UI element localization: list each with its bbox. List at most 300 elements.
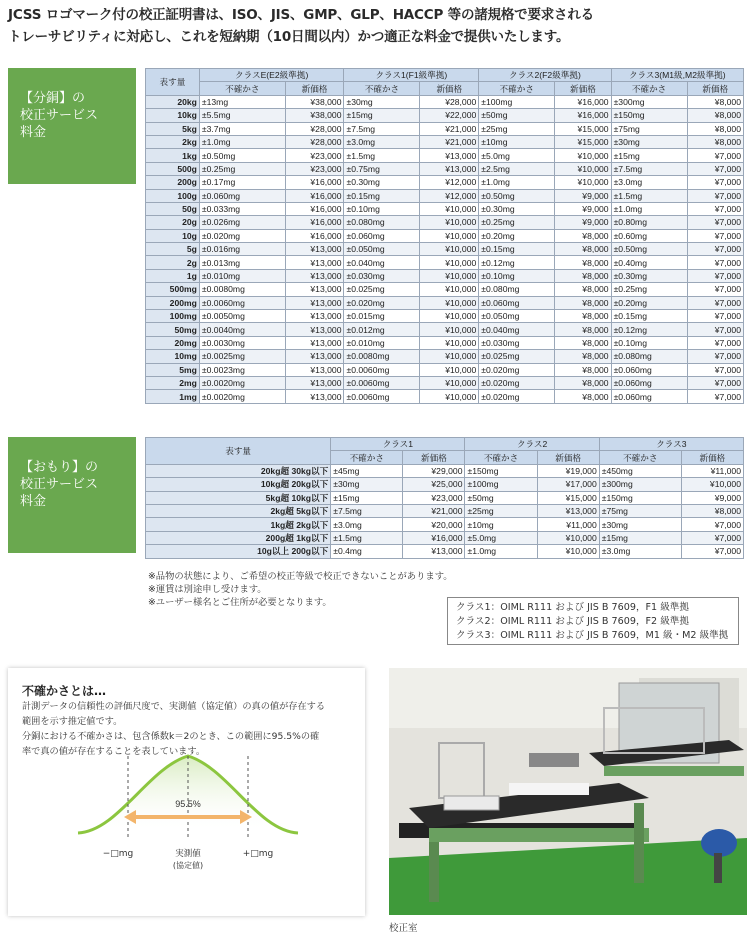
uncertainty-cell: ±25mg <box>465 504 537 517</box>
table-row <box>146 531 744 544</box>
uncertainty-cell: ±0.12mg <box>479 256 555 269</box>
uncertainty-cell: ±1.0mg <box>199 135 285 148</box>
uncertainty-cell: ±0.30mg <box>479 202 555 215</box>
uncertainty-cell: ±450mg <box>599 464 681 477</box>
row-header: 1kg超 2kg以下 <box>146 518 331 531</box>
table-row <box>146 189 744 202</box>
uncertainty-cell: ±1.0mg <box>479 176 555 189</box>
row-header: 2kg <box>146 135 200 148</box>
uncertainty-cell: ±150mg <box>611 109 687 122</box>
class-definition: クラス3：OIML R111 および JIS B 7609，M1 級・M2 級準拠 <box>456 630 729 641</box>
uncertainty-cell: ±75mg <box>599 504 681 517</box>
table-row <box>146 256 744 269</box>
table-row <box>146 135 744 148</box>
price-cell: ¥21,000 <box>420 122 479 135</box>
body-line: 率で真の値が存在することを表しています。 <box>22 746 206 757</box>
price-cell: ¥10,000 <box>420 283 479 296</box>
header-uncertainty: 不確かさ <box>479 82 555 95</box>
price-cell: ¥10,000 <box>420 229 479 242</box>
table-row <box>146 323 744 336</box>
price-cell: ¥8,000 <box>555 296 611 309</box>
row-header: 500mg <box>146 283 200 296</box>
uncertainty-cell: ±0.10mg <box>479 269 555 282</box>
uncertainty-cell: ±0.025mg <box>479 350 555 363</box>
price-cell: ¥7,000 <box>687 189 743 202</box>
price-cell: ¥13,000 <box>285 256 344 269</box>
price-cell: ¥15,000 <box>555 135 611 148</box>
price-cell: ¥13,000 <box>285 350 344 363</box>
header-price: 新価格 <box>555 82 611 95</box>
uncertainty-explanation <box>8 668 365 916</box>
uncertainty-cell: ±150mg <box>465 464 537 477</box>
row-header: 100g <box>146 189 200 202</box>
row-header: 50g <box>146 202 200 215</box>
uncertainty-cell: ±0.20mg <box>479 229 555 242</box>
uncertainty-cell: ±0.0030mg <box>199 336 285 349</box>
price-cell: ¥12,000 <box>420 176 479 189</box>
price-cell: ¥13,000 <box>403 545 465 558</box>
row-header: 5kg超 10kg以下 <box>146 491 331 504</box>
body-line: 範囲を示す推定値です。 <box>22 716 123 727</box>
row-header: 1kg <box>146 149 200 162</box>
uncertainty-cell: ±0.0020mg <box>199 376 285 389</box>
row-header: 10kg超 20kg以下 <box>146 478 331 491</box>
uncertainty-cell: ±0.020mg <box>479 363 555 376</box>
uncertainty-cell: ±0.013mg <box>199 256 285 269</box>
uncertainty-cell: ±0.050mg <box>479 310 555 323</box>
header-uncertainty: 不確かさ <box>599 451 681 464</box>
uncertainty-cell: ±0.50mg <box>611 243 687 256</box>
header-uncertainty: 不確かさ <box>611 82 687 95</box>
price-cell: ¥7,000 <box>687 149 743 162</box>
price-cell: ¥8,000 <box>687 95 743 108</box>
price-cell: ¥10,000 <box>420 390 479 403</box>
price-cell: ¥7,000 <box>687 363 743 376</box>
uncertainty-cell: ±2.5mg <box>479 162 555 175</box>
price-cell: ¥9,000 <box>555 216 611 229</box>
uncertainty-cell: ±0.0020mg <box>199 390 285 403</box>
table-row <box>146 545 744 558</box>
uncertainty-cell: ±3.0mg <box>611 176 687 189</box>
uncertainty-cell: ±15mg <box>331 491 403 504</box>
uncertainty-cell: ±0.0023mg <box>199 363 285 376</box>
table-row <box>146 162 744 175</box>
label-line: 料金 <box>20 125 47 140</box>
right-bench-front <box>604 766 744 776</box>
row-header: 200g超 1kg以下 <box>146 531 331 544</box>
table-row <box>146 310 744 323</box>
price-cell: ¥28,000 <box>285 122 344 135</box>
price-cell: ¥13,000 <box>420 149 479 162</box>
header-price: 新価格 <box>681 451 743 464</box>
header-price: 新価格 <box>420 82 479 95</box>
price-cell: ¥7,000 <box>681 545 743 558</box>
uncertainty-cell: ±15mg <box>344 109 420 122</box>
price-cell: ¥21,000 <box>420 135 479 148</box>
uncertainty-cell: ±0.040mg <box>344 256 420 269</box>
table-row <box>146 243 744 256</box>
uncertainty-cell: ±0.0060mg <box>344 376 420 389</box>
price-cell: ¥10,000 <box>681 478 743 491</box>
uncertainty-cell: ±0.30mg <box>611 269 687 282</box>
uncertainty-cell: ±15mg <box>611 149 687 162</box>
uncertainty-cell: ±75mg <box>611 122 687 135</box>
price-cell: ¥11,000 <box>681 464 743 477</box>
price-cell: ¥8,000 <box>687 122 743 135</box>
note: ※ユーザー様名とご住所が必要となります。 <box>148 597 332 608</box>
intro-text <box>8 4 748 48</box>
uncertainty-cell: ±300mg <box>599 478 681 491</box>
price-cell: ¥17,000 <box>537 478 599 491</box>
uncertainty-cell: ±0.060mg <box>199 189 285 202</box>
price-cell: ¥8,000 <box>555 269 611 282</box>
table-row <box>146 376 744 389</box>
price-cell: ¥16,000 <box>555 109 611 122</box>
price-cell: ¥10,000 <box>420 310 479 323</box>
price-cell: ¥8,000 <box>687 109 743 122</box>
table-row <box>146 216 744 229</box>
price-cell: ¥19,000 <box>537 464 599 477</box>
price-cell: ¥8,000 <box>681 504 743 517</box>
header-corner: 表す量 <box>146 438 331 465</box>
table-row <box>146 478 744 491</box>
normal-distribution-diagram <box>8 668 365 916</box>
price-cell: ¥7,000 <box>687 296 743 309</box>
uncertainty-cell: ±1.5mg <box>611 189 687 202</box>
table-row <box>146 390 744 403</box>
price-cell: ¥13,000 <box>420 162 479 175</box>
uncertainty-cell: ±0.25mg <box>479 216 555 229</box>
price-cell: ¥10,000 <box>420 216 479 229</box>
uncertainty-cell: ±1.5mg <box>344 149 420 162</box>
price-cell: ¥16,000 <box>555 95 611 108</box>
price-cell: ¥10,000 <box>420 323 479 336</box>
header-class: クラス1 <box>331 438 465 451</box>
row-header: 20kg超 30kg以下 <box>146 464 331 477</box>
note: ※運賃は別途申し受けます。 <box>148 584 267 595</box>
uncertainty-cell: ±5.0mg <box>479 149 555 162</box>
uncertainty-cell: ±0.0060mg <box>344 363 420 376</box>
header-price: 新価格 <box>687 82 743 95</box>
price-cell: ¥8,000 <box>555 256 611 269</box>
price-cell: ¥7,000 <box>687 283 743 296</box>
price-cell: ¥38,000 <box>285 109 344 122</box>
price-cell: ¥7,000 <box>687 176 743 189</box>
price-cell: ¥7,000 <box>687 323 743 336</box>
price-cell: ¥8,000 <box>555 283 611 296</box>
header-class: クラス3(M1級,M2級準拠) <box>611 69 743 82</box>
price-cell: ¥7,000 <box>687 202 743 215</box>
table-row <box>146 336 744 349</box>
price-cell: ¥7,000 <box>687 162 743 175</box>
uncertainty-cell: ±0.080mg <box>344 216 420 229</box>
price-cell: ¥7,000 <box>687 390 743 403</box>
uncertainty-cell: ±0.010mg <box>344 336 420 349</box>
class-definition: クラス2：OIML R111 および JIS B 7609，F2 級準拠 <box>456 616 689 627</box>
uncertainty-cell: ±0.10mg <box>344 202 420 215</box>
uncertainty-cell: ±0.025mg <box>344 283 420 296</box>
uncertainty-cell: ±0.30mg <box>344 176 420 189</box>
price-cell: ¥7,000 <box>687 269 743 282</box>
price-cell: ¥8,000 <box>555 336 611 349</box>
uncertainty-cell: ±0.25mg <box>199 162 285 175</box>
weights-section-label <box>8 68 136 184</box>
uncertainty-cell: ±0.016mg <box>199 243 285 256</box>
price-cell: ¥10,000 <box>420 363 479 376</box>
row-header: 5kg <box>146 122 200 135</box>
uncertainty-cell: ±0.012mg <box>344 323 420 336</box>
uncertainty-cell: ±7.5mg <box>344 122 420 135</box>
notes <box>148 570 453 609</box>
calibration-room-photo <box>389 668 747 915</box>
header-price: 新価格 <box>285 82 344 95</box>
price-cell: ¥10,000 <box>420 296 479 309</box>
price-cell: ¥10,000 <box>420 269 479 282</box>
price-cell: ¥13,000 <box>285 243 344 256</box>
price-cell: ¥13,000 <box>537 504 599 517</box>
uncertainty-cell: ±0.080mg <box>479 283 555 296</box>
header-uncertainty: 不確かさ <box>465 451 537 464</box>
uncertainty-cell: ±0.020mg <box>199 229 285 242</box>
price-cell: ¥16,000 <box>285 229 344 242</box>
calibration-room-illustration <box>389 668 747 915</box>
table-row <box>146 109 744 122</box>
price-cell: ¥10,000 <box>420 376 479 389</box>
price-cell: ¥28,000 <box>420 95 479 108</box>
price-cell: ¥8,000 <box>687 135 743 148</box>
price-cell: ¥13,000 <box>285 376 344 389</box>
uncertainty-cell: ±0.12mg <box>611 323 687 336</box>
uncertainty-cell: ±150mg <box>599 491 681 504</box>
row-header: 50mg <box>146 323 200 336</box>
price-cell: ¥10,000 <box>420 256 479 269</box>
price-cell: ¥25,000 <box>403 478 465 491</box>
header-class: クラス2(F2級準拠) <box>479 69 611 82</box>
price-cell: ¥12,000 <box>420 189 479 202</box>
header-corner: 表す量 <box>146 69 200 96</box>
uncertainty-cell: ±7.5mg <box>331 504 403 517</box>
uncertainty-cell: ±1.0mg <box>611 202 687 215</box>
price-cell: ¥10,000 <box>555 162 611 175</box>
price-cell: ¥13,000 <box>285 336 344 349</box>
uncertainty-cell: ±0.060mg <box>344 229 420 242</box>
uncertainty-cell: ±0.020mg <box>479 376 555 389</box>
price-cell: ¥7,000 <box>687 216 743 229</box>
header-class: クラス3 <box>599 438 743 451</box>
uncertainty-cell: ±7.5mg <box>611 162 687 175</box>
table-row <box>146 518 744 531</box>
price-cell: ¥8,000 <box>555 323 611 336</box>
table-row <box>146 283 744 296</box>
uncertainty-cell: ±30mg <box>331 478 403 491</box>
price-cell: ¥15,000 <box>555 122 611 135</box>
uncertainty-cell: ±0.026mg <box>199 216 285 229</box>
header-uncertainty: 不確かさ <box>331 451 403 464</box>
uncertainty-cell: ±100mg <box>465 478 537 491</box>
table-row <box>146 269 744 282</box>
price-cell: ¥20,000 <box>403 518 465 531</box>
price-cell: ¥16,000 <box>403 531 465 544</box>
price-cell: ¥7,000 <box>687 350 743 363</box>
label-line: 校正サービス <box>20 108 99 123</box>
price-cell: ¥13,000 <box>285 296 344 309</box>
price-cell: ¥11,000 <box>537 518 599 531</box>
label-line: 校正サービス <box>20 477 99 492</box>
uncertainty-cell: ±3.7mg <box>199 122 285 135</box>
table-row <box>146 464 744 477</box>
uncertainty-cell: ±0.50mg <box>199 149 285 162</box>
table-row <box>146 122 744 135</box>
price-cell: ¥10,000 <box>420 243 479 256</box>
note: ※品物の状態により、ご希望の校正等級で校正できないことがあります。 <box>148 571 453 582</box>
row-header: 5mg <box>146 363 200 376</box>
row-header: 10kg <box>146 109 200 122</box>
uncertainty-cell: ±3.0mg <box>599 545 681 558</box>
uncertainty-cell: ±0.15mg <box>344 189 420 202</box>
uncertainty-title: 不確かさとは… <box>22 684 107 698</box>
price-cell: ¥8,000 <box>555 376 611 389</box>
price-cell: ¥10,000 <box>420 350 479 363</box>
price-cell: ¥28,000 <box>285 135 344 148</box>
table-row <box>146 363 744 376</box>
uncertainty-cell: ±0.0040mg <box>199 323 285 336</box>
row-header: 500g <box>146 162 200 175</box>
price-cell: ¥9,000 <box>555 202 611 215</box>
price-cell: ¥23,000 <box>403 491 465 504</box>
uncertainty-cell: ±0.050mg <box>344 243 420 256</box>
uncertainty-cell: ±0.020mg <box>344 296 420 309</box>
uncertainty-cell: ±0.010mg <box>199 269 285 282</box>
uncertainty-cell: ±0.4mg <box>331 545 403 558</box>
row-header: 100mg <box>146 310 200 323</box>
uncertainty-cell: ±1.5mg <box>331 531 403 544</box>
uncertainty-cell: ±0.50mg <box>479 189 555 202</box>
row-header: 200mg <box>146 296 200 309</box>
table-row <box>146 202 744 215</box>
row-header: 1mg <box>146 390 200 403</box>
row-header: 10g <box>146 229 200 242</box>
uncertainty-cell: ±3.0mg <box>344 135 420 148</box>
price-cell: ¥23,000 <box>285 149 344 162</box>
price-cell: ¥13,000 <box>285 323 344 336</box>
center-label: 実測値 <box>175 849 201 859</box>
intro-line-1: JCSS ロゴマーク付の校正証明書は、ISO、JIS、GMP、GLP、HACCP 等の諸規格で要求される <box>8 7 594 23</box>
class-definitions <box>447 597 739 645</box>
price-cell: ¥7,000 <box>681 518 743 531</box>
table-row <box>146 504 744 517</box>
table-row <box>146 491 744 504</box>
uncertainty-cell: ±30mg <box>599 518 681 531</box>
price-cell: ¥13,000 <box>285 363 344 376</box>
plus-label: +□mg <box>242 849 274 859</box>
row-header: 20mg <box>146 336 200 349</box>
price-cell: ¥9,000 <box>681 491 743 504</box>
uncertainty-cell: ±0.60mg <box>611 229 687 242</box>
intro-line-2: トレーサビリティに対応し、これを短納期（10日間以内）かつ適正な料金で提供いたします。 <box>8 29 570 45</box>
header-uncertainty: 不確かさ <box>344 82 420 95</box>
row-header: 5g <box>146 243 200 256</box>
uncertainty-cell: ±30mg <box>344 95 420 108</box>
uncertainty-cell: ±0.0060mg <box>199 296 285 309</box>
price-cell: ¥7,000 <box>687 243 743 256</box>
price-cell: ¥13,000 <box>285 269 344 282</box>
uncertainty-cell: ±0.0025mg <box>199 350 285 363</box>
row-header: 1g <box>146 269 200 282</box>
uncertainty-cell: ±15mg <box>599 531 681 544</box>
masses-price-table <box>145 437 744 559</box>
uncertainty-cell: ±10mg <box>465 518 537 531</box>
uncertainty-cell: ±1.0mg <box>465 545 537 558</box>
uncertainty-cell: ±0.060mg <box>611 376 687 389</box>
row-header: 200g <box>146 176 200 189</box>
price-cell: ¥10,000 <box>420 202 479 215</box>
price-cell: ¥10,000 <box>537 545 599 558</box>
uncertainty-cell: ±0.030mg <box>344 269 420 282</box>
price-cell: ¥7,000 <box>687 336 743 349</box>
uncertainty-cell: ±10mg <box>479 135 555 148</box>
uncertainty-cell: ±5.0mg <box>465 531 537 544</box>
uncertainty-cell: ±25mg <box>479 122 555 135</box>
uncertainty-cell: ±0.0080mg <box>344 350 420 363</box>
price-cell: ¥10,000 <box>537 531 599 544</box>
label-line: 料金 <box>20 494 47 509</box>
table-row <box>146 176 744 189</box>
uncertainty-cell: ±0.040mg <box>479 323 555 336</box>
class-definition: クラス1：OIML R111 および JIS B 7609，F1 級準拠 <box>456 602 689 613</box>
table-row <box>146 149 744 162</box>
uncertainty-cell: ±0.15mg <box>479 243 555 256</box>
price-cell: ¥7,000 <box>687 310 743 323</box>
uncertainty-cell: ±0.15mg <box>611 310 687 323</box>
price-cell: ¥13,000 <box>285 310 344 323</box>
left-bench-front <box>429 828 649 842</box>
uncertainty-cell: ±300mg <box>611 95 687 108</box>
price-cell: ¥15,000 <box>537 491 599 504</box>
price-cell: ¥21,000 <box>403 504 465 517</box>
center-sublabel: (協定値) <box>172 861 204 870</box>
price-cell: ¥29,000 <box>403 464 465 477</box>
uncertainty-cell: ±0.060mg <box>479 296 555 309</box>
price-cell: ¥13,000 <box>285 390 344 403</box>
uncertainty-cell: ±3.0mg <box>331 518 403 531</box>
price-cell: ¥16,000 <box>285 216 344 229</box>
uncertainty-cell: ±0.25mg <box>611 283 687 296</box>
table-row <box>146 95 744 108</box>
price-cell: ¥8,000 <box>555 350 611 363</box>
uncertainty-cell: ±0.10mg <box>611 336 687 349</box>
uncertainty-cell: ±0.20mg <box>611 296 687 309</box>
uncertainty-cell: ±0.75mg <box>344 162 420 175</box>
uncertainty-cell: ±0.40mg <box>611 256 687 269</box>
uncertainty-cell: ±0.020mg <box>479 390 555 403</box>
table-row <box>146 350 744 363</box>
percent-label: 95.5% <box>175 799 201 809</box>
uncertainty-cell: ±0.080mg <box>611 350 687 363</box>
uncertainty-cell: ±50mg <box>465 491 537 504</box>
photo-caption: 校正室 <box>389 923 418 934</box>
price-cell: ¥7,000 <box>687 376 743 389</box>
header-price: 新価格 <box>403 451 465 464</box>
header-price: 新価格 <box>537 451 599 464</box>
price-cell: ¥7,000 <box>681 531 743 544</box>
price-cell: ¥7,000 <box>687 229 743 242</box>
price-cell: ¥9,000 <box>555 189 611 202</box>
price-cell: ¥10,000 <box>555 176 611 189</box>
price-cell: ¥8,000 <box>555 229 611 242</box>
body-line: 分銅における不確かさは、包含係数k＝2のとき、この範囲に95.5%の確 <box>22 731 320 742</box>
price-cell: ¥10,000 <box>555 149 611 162</box>
uncertainty-cell: ±0.060mg <box>611 390 687 403</box>
